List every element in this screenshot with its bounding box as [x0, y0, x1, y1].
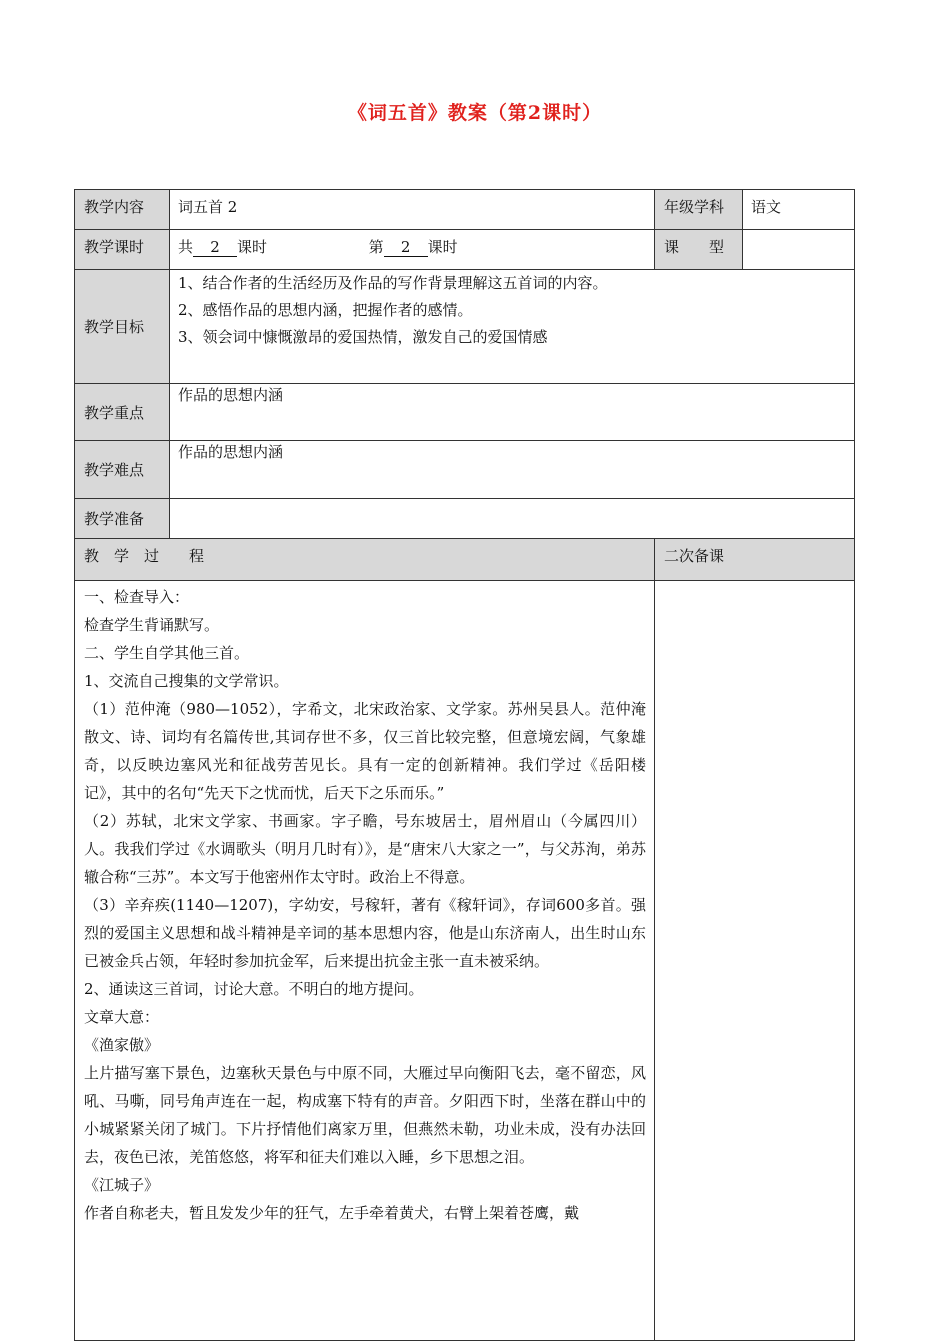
- hours-value: [170, 230, 655, 270]
- goals-label: 教学目标: [75, 270, 170, 384]
- hours-total-suffix: 课时: [237, 238, 268, 256]
- preparation-label: 教学准备: [75, 499, 170, 539]
- process-body: [75, 581, 655, 1341]
- goals-list: [170, 270, 855, 384]
- row-goals: [75, 270, 855, 384]
- process-label: 教 学 过 程: [75, 539, 655, 581]
- content-value: 词五首 2: [170, 190, 655, 230]
- goal-item: 2、感悟作品的思想内涵，把握作者的感情。: [178, 301, 473, 319]
- secondary-notes-cell: [655, 581, 855, 1341]
- hours-nth-prefix: 第: [368, 238, 384, 256]
- type-value: [743, 230, 855, 270]
- process-paragraph: 文章大意：: [84, 1008, 160, 1026]
- row-process-header: [75, 539, 855, 581]
- row-hours: [75, 230, 855, 270]
- process-paragraph: 2、通读这三首词，讨论大意。不明白的地方提问。: [84, 980, 424, 998]
- hours-total-prefix: 共: [178, 238, 194, 256]
- hours-label: 教学课时: [75, 230, 170, 270]
- side-label: 二次备课: [655, 539, 855, 581]
- row-difficulty: [75, 441, 855, 499]
- row-process-body: [75, 581, 855, 1341]
- difficulty-value: 作品的思想内涵: [170, 441, 855, 499]
- type-label: 课 型: [655, 230, 743, 270]
- process-paragraph: 作者自称老夫，暂且发发少年的狂气，左手牵着黄犬，右臂上架着苍鹰，戴: [84, 1204, 580, 1222]
- process-paragraph: 上片描写塞下景色，边塞秋天景色与中原不同，大雁过早向衡阳飞去，毫不留恋，风吼、马嘶，同号角声连在一起，构成塞下特有的声音。夕阳西下时，坐落在群山中的小城紧紧关闭了城门。下片抒情他们离家万里，但燕然未勒，功业未成，没有办法回去，夜色已浓，羌笛悠悠，将军和征夫们难以入睡，乡下思想之泪。: [84, 1064, 646, 1166]
- difficulty-label: 教学难点: [75, 441, 170, 499]
- preparation-value: [170, 499, 855, 539]
- process-paragraph: （1）范仲淹（980—1052），字希文，北宋政治家、文学家。苏州吴县人。范仲淹散文、诗、词均有名篇传世,其词存世不多，仅三首比较完整，但意境宏阔，气象雄奇，以反映边塞风光和征战劳苦见长。具有一定的创新精神。我们学过《岳阳楼记》，其中的名句“先天下之忧而忧，后天下之乐而乐。”: [84, 700, 646, 802]
- hours-nth: 2: [384, 238, 428, 257]
- process-paragraph: （3）辛弃疾(1140—1207)，字幼安，号稼轩，著有《稼轩词》，存词600多首。强烈的爱国主义思想和战斗精神是辛词的基本思想内容，他是山东济南人，出生时山东已被金兵占领，年轻时参加抗金军，后来提出抗金主张一直未被采纳。: [84, 896, 646, 970]
- row-focus: [75, 384, 855, 441]
- process-paragraph: 《渔家傲》: [84, 1036, 160, 1054]
- focus-label: 教学重点: [75, 384, 170, 441]
- row-content: [75, 190, 855, 230]
- goal-item: 1、结合作者的生活经历及作品的写作背景理解这五首词的内容。: [178, 274, 608, 292]
- grade-label: 年级学科: [655, 190, 743, 230]
- lesson-plan-table: [74, 189, 855, 1341]
- process-paragraph: 检查学生背诵默写。: [84, 616, 220, 634]
- content-label: 教学内容: [75, 190, 170, 230]
- process-paragraph: 1、交流自己搜集的文学常识。: [84, 672, 289, 690]
- hours-nth-suffix: 课时: [427, 238, 458, 256]
- grade-value: 语文: [743, 190, 855, 230]
- goal-item: 3、领会词中慷慨激昂的爱国热情，激发自己的爱国情感: [178, 328, 548, 346]
- process-paragraph: （2）苏轼，北宋文学家、书画家。字子瞻，号东坡居士，眉州眉山（今属四川）人。我我们学过《水调歌头（明月几时有）》，是“唐宋八大家之一”，与父苏洵，弟苏辙合称“三苏”。本文写于他密州作太守时。政治上不得意。: [84, 812, 646, 886]
- process-paragraph: 二、学生自学其他三首。: [84, 644, 250, 662]
- process-paragraph: 一、检查导入：: [84, 588, 190, 606]
- page-title: 《词五首》教案（第2课时）: [347, 102, 603, 124]
- focus-value: 作品的思想内涵: [170, 384, 855, 441]
- process-paragraph: 《江城子》: [84, 1176, 160, 1194]
- row-preparation: [75, 499, 855, 539]
- hours-total: 2: [193, 238, 237, 257]
